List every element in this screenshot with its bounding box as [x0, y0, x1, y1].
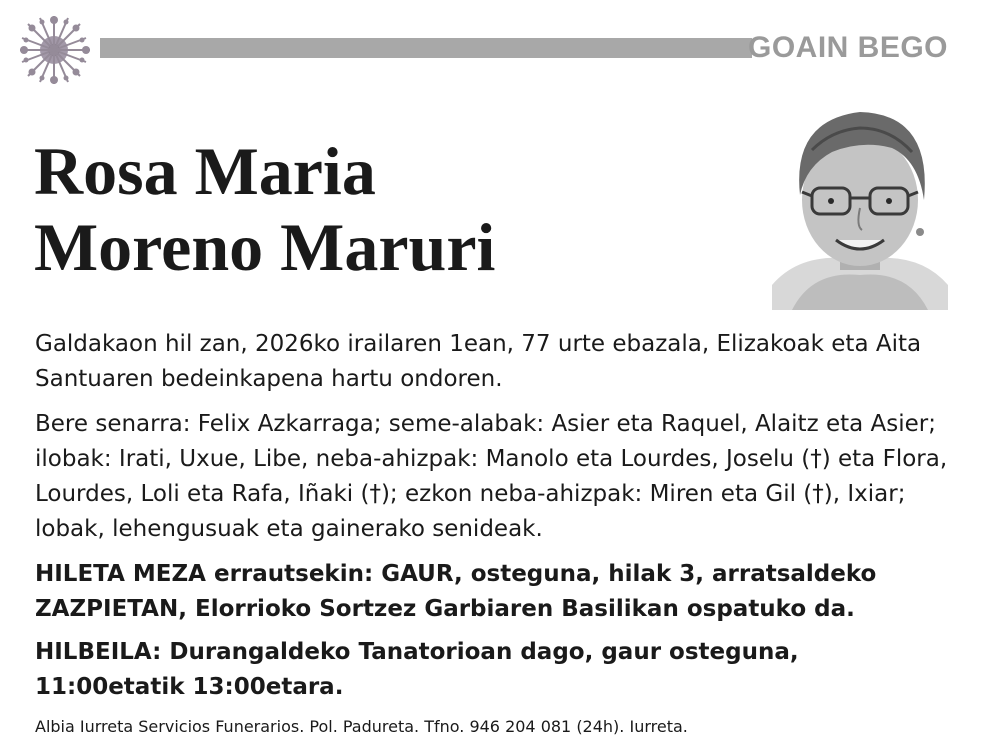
- wake-notice: HILBEILA: Durangaldeko Tanatorioan dago, gaur osteguna, 11:00etatik 13:00etara.: [35, 639, 799, 700]
- flower-emblem-icon: [12, 10, 96, 88]
- header-bar: [100, 38, 752, 58]
- name-line-2: Moreno Maruri: [34, 209, 496, 285]
- family-list: Bere senarra: Felix Azkarraga; seme-alabak: Asier eta Raquel, Alaitz eta Asier; ilobak: Irati, Uxue, Libe, neba-ahizpak: Manolo eta Lourdes, Joselu (†) eta Flora, Lourdes, Loli eta Rafa, Iñaki (†); ezkon neba-ahizpak: Miren eta Gil (†), Ixiar; lobak, lehengusuak eta gainerako senideak.: [35, 411, 948, 542]
- deceased-name: [34, 133, 734, 285]
- section-title: GOAIN BEGO: [747, 31, 948, 64]
- funeral-notice: HILETA MEZA errautsekin: GAUR, osteguna, hilak 3, arratsaldeko ZAZPIETAN, Elorrioko Sortzez Garbiaren Basilikan ospatuko da.: [35, 561, 877, 622]
- death-announcement: Galdakaon hil zan, 2026ko irailaren 1ean, 77 urte ebazala, Elizakoak eta Aita Santuaren bedeinkapena hartu ondoren.: [35, 331, 922, 392]
- portrait-photo: [772, 100, 948, 310]
- funeral-home-footer: Albia Iurreta Servicios Funerarios. Pol. Padureta. Tfno. 946 204 081 (24h). Iurreta.: [35, 717, 688, 736]
- name-line-1: Rosa Maria: [34, 133, 376, 209]
